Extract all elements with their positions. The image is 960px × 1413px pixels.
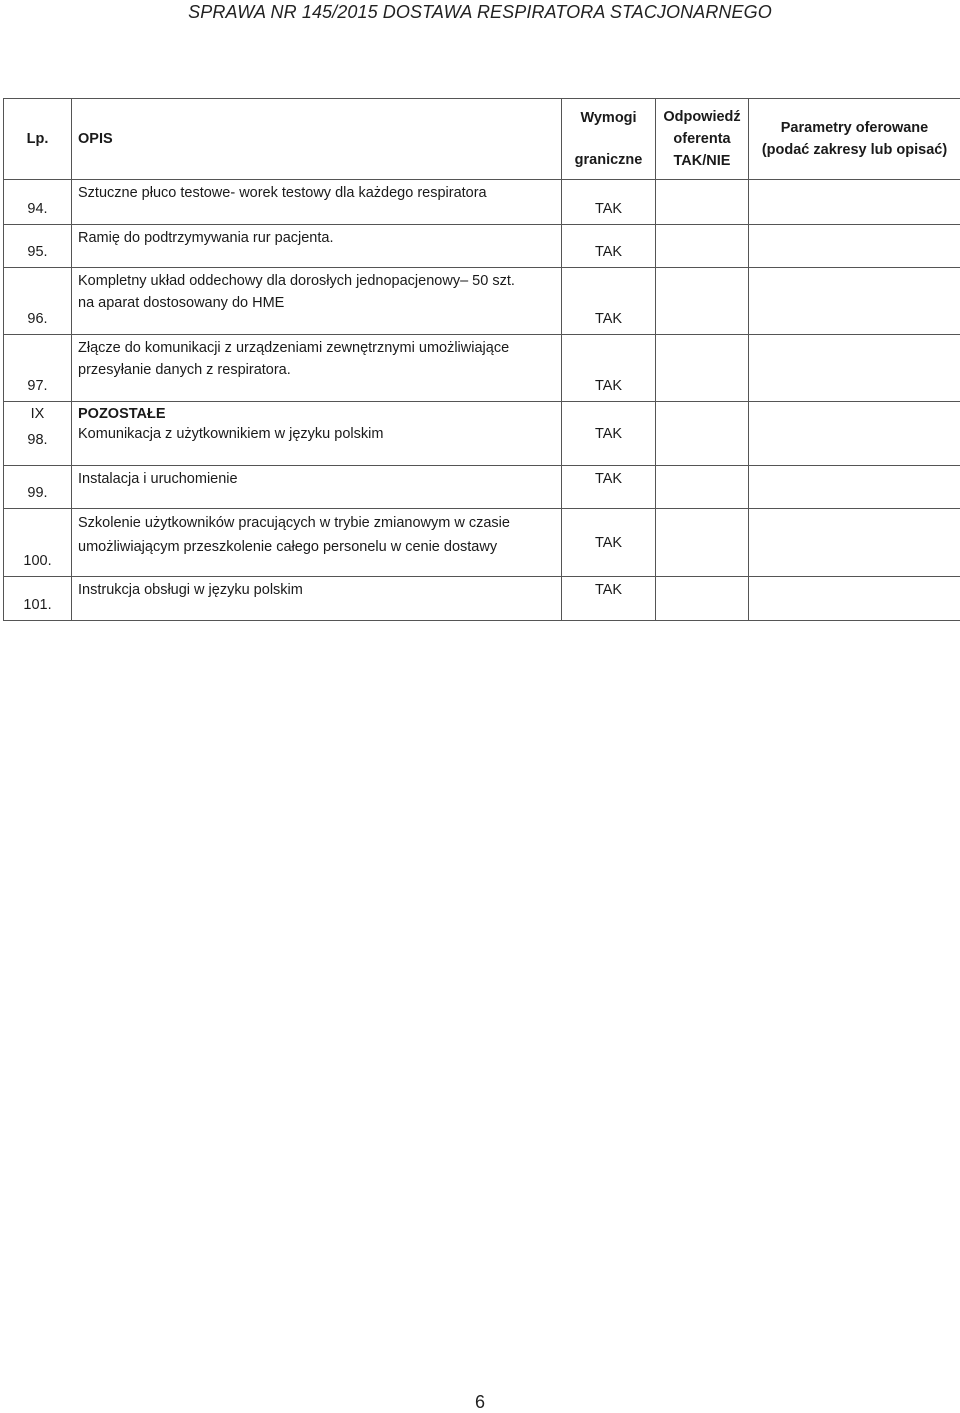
table-row: [4, 180, 960, 225]
row-lp: 97.: [4, 335, 72, 402]
row-lp: 99.: [4, 466, 72, 509]
row-parametry[interactable]: [749, 335, 960, 402]
row-opis: Ramię do podtrzymywania rur pacjenta.: [72, 225, 562, 268]
row-opis: [72, 335, 562, 402]
table-row: [4, 268, 960, 335]
row-odpowiedz[interactable]: [656, 268, 749, 335]
row-odpowiedz[interactable]: [656, 509, 749, 577]
odpowiedz-line-3: TAK/NIE: [673, 153, 731, 169]
row-opis: [72, 268, 562, 335]
document-header: SPRAWA NR 145/2015 DOSTAWA RESPIRATORA STACJONARNEGO: [188, 2, 772, 22]
row-odpowiedz[interactable]: [656, 466, 749, 509]
odpowiedz-line-2: oferenta: [673, 131, 731, 147]
section-title: POZOSTAŁE: [78, 406, 166, 422]
row-opis: [72, 402, 562, 466]
column-header-opis: OPIS: [72, 99, 562, 180]
table-row: [4, 225, 960, 268]
item-number: 98.: [27, 432, 48, 448]
parametry-line-2: (podać zakresy lub opisać): [761, 142, 948, 158]
column-header-parametry: [749, 99, 960, 180]
row-lp: 94.: [4, 180, 72, 225]
row-parametry[interactable]: [749, 577, 960, 621]
opis-line: przesyłanie danych z respiratora.: [78, 362, 291, 378]
opis-line: Szkolenie użytkowników pracujących w trybie zmianowym w czasie: [78, 515, 510, 531]
row-lp: 101.: [4, 577, 72, 621]
row-lp: 100.: [4, 509, 72, 577]
opis-line: Komunikacja z użytkownikiem w języku polskim: [78, 426, 384, 442]
row-lp: [4, 402, 72, 466]
opis-line: umożliwiającym przeszkolenie całego personelu w cenie dostawy: [78, 539, 498, 555]
row-wymogi: TAK: [562, 509, 656, 577]
row-wymogi: TAK: [562, 180, 656, 225]
table-row: [4, 509, 960, 577]
opis-line: Złącze do komunikacji z urządzeniami zewnętrznymi umożliwiające: [78, 340, 510, 356]
section-number: IX: [30, 406, 45, 422]
table-row: [4, 577, 960, 621]
page-number: 6: [474, 1392, 485, 1412]
row-opis: Sztuczne płuco testowe- worek testowy dla każdego respiratora: [72, 180, 562, 225]
row-wymogi: TAK: [562, 402, 656, 466]
table-header-row: [4, 99, 960, 180]
row-opis: Instrukcja obsługi w języku polskim: [72, 577, 562, 621]
row-parametry[interactable]: [749, 180, 960, 225]
row-wymogi: TAK: [562, 225, 656, 268]
row-parametry[interactable]: [749, 268, 960, 335]
row-odpowiedz[interactable]: [656, 225, 749, 268]
row-wymogi: TAK: [562, 268, 656, 335]
row-parametry[interactable]: [749, 509, 960, 577]
row-parametry[interactable]: [749, 466, 960, 509]
row-parametry[interactable]: [749, 402, 960, 466]
column-header-lp: Lp.: [4, 99, 72, 180]
opis-line: Kompletny układ oddechowy dla dorosłych jednopacjenowy– 50 szt.: [78, 273, 515, 289]
row-opis: Instalacja i uruchomienie: [72, 466, 562, 509]
parametry-line-1: Parametry oferowane: [780, 120, 929, 136]
row-opis: [72, 509, 562, 577]
table-row: [4, 466, 960, 509]
row-odpowiedz[interactable]: [656, 402, 749, 466]
column-header-odpowiedz: [656, 99, 749, 180]
row-lp: 96.: [4, 268, 72, 335]
row-wymogi: TAK: [562, 335, 656, 402]
row-odpowiedz[interactable]: [656, 335, 749, 402]
row-odpowiedz[interactable]: [656, 180, 749, 225]
table-row: [4, 335, 960, 402]
opis-line: na aparat dostosowany do HME: [78, 295, 285, 311]
wymogi-line-1: Wymogi: [580, 110, 637, 126]
column-header-wymogi: [562, 99, 656, 180]
specification-table: [3, 98, 960, 621]
odpowiedz-line-1: Odpowiedź: [663, 109, 741, 125]
row-lp: 95.: [4, 225, 72, 268]
row-wymogi: TAK: [562, 466, 656, 509]
row-wymogi: TAK: [562, 577, 656, 621]
table-row: [4, 402, 960, 466]
row-parametry[interactable]: [749, 225, 960, 268]
row-odpowiedz[interactable]: [656, 577, 749, 621]
wymogi-line-2: graniczne: [574, 152, 643, 168]
